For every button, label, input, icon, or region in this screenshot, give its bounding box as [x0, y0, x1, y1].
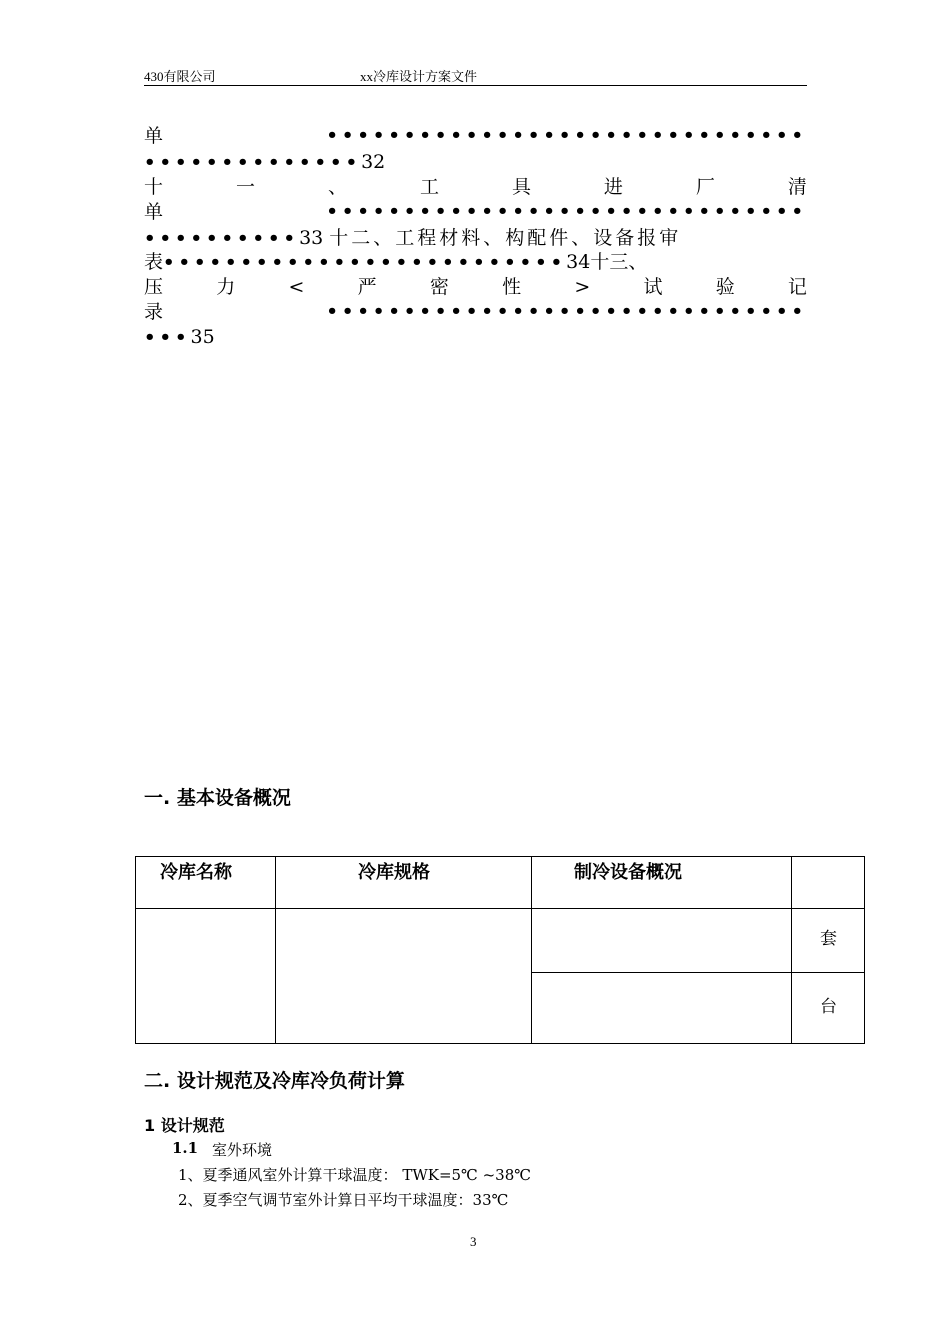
- subsection-title: 1 设计规范: [144, 1116, 225, 1135]
- table-col-divider: [275, 856, 276, 1044]
- header-company: 430有限公司: [144, 69, 216, 84]
- table-unit-cell: 台: [820, 997, 837, 1017]
- header-doc-title: xx冷库设计方案文件: [360, 69, 478, 84]
- toc-dots: ••••••••••••••••••••••••••: [163, 252, 567, 273]
- toc-char: <: [288, 276, 305, 298]
- toc-char: 试: [643, 276, 663, 298]
- toc-char: 严: [357, 276, 377, 298]
- toc-char: 工: [419, 176, 439, 198]
- toc-line-1: [144, 124, 807, 148]
- toc-entry-text: 十二、工程材料、构配件、设备报审: [329, 227, 682, 249]
- toc-page-number: 35: [190, 326, 215, 348]
- table-border-right: [864, 856, 865, 1044]
- header-rule: [144, 85, 807, 86]
- toc-line-2: [144, 150, 807, 174]
- equipment-table: [135, 856, 865, 1044]
- table-row-divider: [531, 972, 865, 973]
- toc-line-7: [144, 275, 807, 299]
- toc-char: 表: [144, 251, 164, 273]
- toc-char: 单: [144, 201, 164, 223]
- toc-char: 性: [502, 276, 522, 298]
- table-unit-cell: 套: [820, 929, 837, 949]
- toc-line-5: [144, 226, 807, 250]
- toc-dots: ••••••••••••••: [144, 152, 362, 173]
- toc-char: 、: [327, 176, 347, 198]
- toc-entry-text: 十三、: [590, 251, 648, 273]
- section-2-title: 二. 设计规范及冷库冷负荷计算: [144, 1070, 405, 1092]
- table-border-bottom: [135, 1043, 865, 1044]
- toc-line-9: [144, 325, 807, 349]
- toc-dots: •••: [144, 327, 191, 348]
- toc-dots: ••••••••••: [144, 228, 300, 249]
- table-header-spec: 冷库规格: [358, 862, 430, 883]
- toc-char: 录: [144, 301, 164, 323]
- toc-char: 记: [787, 276, 807, 298]
- section-1-title: 一. 基本设备概况: [144, 787, 291, 809]
- toc-char: 压: [144, 276, 164, 298]
- toc-char: 厂: [695, 176, 715, 198]
- toc-page-number: 33: [299, 227, 324, 249]
- toc-char: >: [574, 276, 591, 298]
- toc-char: 一: [235, 176, 255, 198]
- toc-page-number: 32: [361, 151, 386, 173]
- toc-dots: •••••••••••••••••••••••••••••••: [326, 201, 807, 222]
- toc-line-6: [144, 250, 807, 274]
- spec-item: 2、夏季空气调节室外计算日平均干球温度：33℃: [178, 1191, 509, 1209]
- toc-line-3: [144, 175, 807, 199]
- toc-page-number: 34: [566, 251, 591, 273]
- table-col-divider: [791, 856, 792, 1044]
- toc-dots: •••••••••••••••••••••••••••••••: [326, 125, 807, 146]
- toc-char: 进: [603, 176, 623, 198]
- spec-item: 1、夏季通风室外计算干球温度： TWK=5℃ ~38℃: [178, 1166, 532, 1184]
- toc-char: 验: [715, 276, 735, 298]
- table-header-divider: [135, 908, 865, 909]
- page-number: 3: [470, 1234, 477, 1249]
- toc-char: 具: [511, 176, 531, 198]
- subsection-number: 1.1: [172, 1139, 199, 1157]
- subsection-text: 室外环境: [212, 1141, 273, 1159]
- toc-char: 单: [144, 125, 164, 147]
- toc-line-4: [144, 200, 807, 224]
- toc-line-8: [144, 300, 807, 324]
- toc-char: 密: [429, 276, 449, 298]
- toc-char: 十: [144, 176, 164, 198]
- table-border-left: [135, 856, 136, 1044]
- toc-char: 清: [787, 176, 807, 198]
- table-header-name: 冷库名称: [160, 862, 232, 883]
- table-border-top: [135, 856, 865, 857]
- table-col-divider: [531, 856, 532, 1044]
- toc-dots: •••••••••••••••••••••••••••••••: [326, 301, 807, 322]
- table-header-equipment: 制冷设备概况: [574, 862, 682, 883]
- toc-char: 力: [216, 276, 236, 298]
